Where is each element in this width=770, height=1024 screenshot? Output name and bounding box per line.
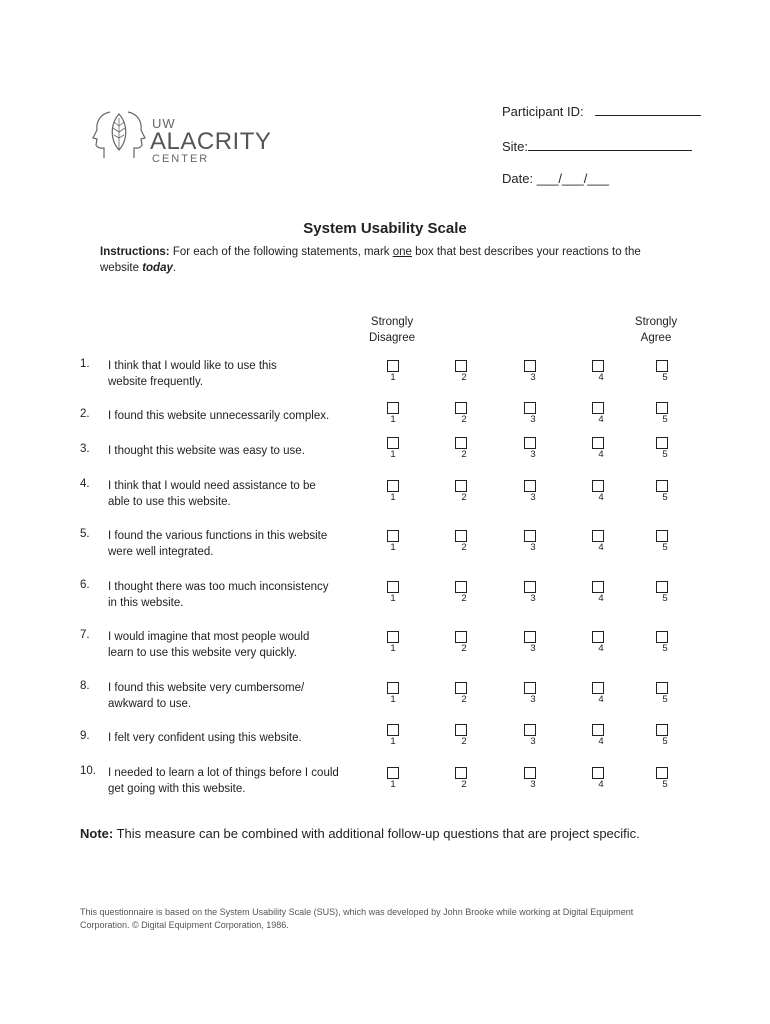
question-text-line1: I would imagine that most people would xyxy=(108,631,310,643)
logo xyxy=(90,108,272,165)
site-field[interactable] xyxy=(502,137,692,154)
rating-checkbox-3[interactable] xyxy=(524,724,536,736)
question-text xyxy=(108,765,348,797)
scale-right-line1: Strongly xyxy=(634,316,678,328)
rating-number: 3 xyxy=(530,694,536,705)
rating-number: 5 xyxy=(662,542,668,553)
rating-number: 5 xyxy=(662,643,668,654)
footer-citation xyxy=(80,906,660,932)
participant-id-blank[interactable] xyxy=(595,102,701,116)
rating-number: 2 xyxy=(461,694,467,705)
rating-checkbox-4[interactable] xyxy=(592,402,604,414)
scale-left-label xyxy=(352,314,432,346)
question-text xyxy=(108,730,348,746)
question-number: 3. xyxy=(80,443,90,455)
question-text-line1: I thought this website was easy to use. xyxy=(108,445,305,457)
rating-number: 1 xyxy=(390,643,396,654)
rating-number: 1 xyxy=(390,779,396,790)
instructions-emphasis: today xyxy=(142,262,173,274)
rating-checkbox-5[interactable] xyxy=(656,437,668,449)
scale-left-line2: Disagree xyxy=(368,332,416,344)
rating-number: 5 xyxy=(662,449,668,460)
question-text-line2: able to use this website. xyxy=(108,496,231,508)
question-text xyxy=(108,629,348,661)
question-row xyxy=(80,443,770,483)
instructions-end: . xyxy=(172,262,177,274)
rating-number: 4 xyxy=(598,492,604,503)
rating-checkbox-4[interactable] xyxy=(592,437,604,449)
rating-number: 2 xyxy=(461,736,467,747)
question-text xyxy=(108,680,348,712)
question-number: 2. xyxy=(80,408,90,420)
instructions xyxy=(100,244,680,276)
rating-number: 2 xyxy=(461,414,467,425)
rating-number: 3 xyxy=(530,736,536,747)
rating-number: 5 xyxy=(662,492,668,503)
question-text-line2: in this website. xyxy=(108,597,184,609)
footer-line1: This questionnaire is based on the System Usability Scale (SUS), which was developed by John Brooke while working at Digital Equipment xyxy=(80,907,634,917)
rating-checkbox-3[interactable] xyxy=(524,530,536,542)
rating-number: 3 xyxy=(530,492,536,503)
question-text xyxy=(108,478,348,510)
rating-number: 2 xyxy=(461,593,467,604)
rating-checkbox-1[interactable] xyxy=(387,360,399,372)
rating-number: 1 xyxy=(390,492,396,503)
rating-number: 1 xyxy=(390,414,396,425)
participant-id-label: Participant ID: xyxy=(502,104,584,119)
participant-id-field[interactable] xyxy=(502,102,701,119)
rating-number: 3 xyxy=(530,542,536,553)
question-text xyxy=(108,408,348,424)
rating-checkbox-5[interactable] xyxy=(656,767,668,779)
rating-checkbox-1[interactable] xyxy=(387,530,399,542)
question-row xyxy=(80,629,770,669)
rating-number: 5 xyxy=(662,372,668,383)
rating-checkbox-3[interactable] xyxy=(524,360,536,372)
rating-checkbox-3[interactable] xyxy=(524,682,536,694)
rating-checkbox-4[interactable] xyxy=(592,360,604,372)
rating-checkbox-4[interactable] xyxy=(592,631,604,643)
rating-checkbox-1[interactable] xyxy=(387,402,399,414)
rating-checkbox-5[interactable] xyxy=(656,682,668,694)
question-row xyxy=(80,765,770,805)
rating-number: 5 xyxy=(662,694,668,705)
rating-checkbox-4[interactable] xyxy=(592,682,604,694)
date-field[interactable] xyxy=(502,171,609,186)
question-text-line1: I think that I would like to use this xyxy=(108,360,277,372)
rating-number: 2 xyxy=(461,449,467,460)
rating-checkbox-3[interactable] xyxy=(524,402,536,414)
logo-uw-text: UW xyxy=(152,116,176,131)
question-text xyxy=(108,528,348,560)
rating-number: 4 xyxy=(598,372,604,383)
rating-number: 4 xyxy=(598,643,604,654)
rating-checkbox-3[interactable] xyxy=(524,767,536,779)
rating-checkbox-2[interactable] xyxy=(455,682,467,694)
rating-number: 2 xyxy=(461,779,467,790)
question-text xyxy=(108,579,348,611)
rating-number: 4 xyxy=(598,542,604,553)
rating-checkbox-4[interactable] xyxy=(592,480,604,492)
date-label: Date: xyxy=(502,171,534,186)
rating-checkbox-1[interactable] xyxy=(387,581,399,593)
rating-number: 4 xyxy=(598,449,604,460)
question-text-line2: get going with this website. xyxy=(108,783,246,795)
question-number: 9. xyxy=(80,730,90,742)
question-number: 5. xyxy=(80,528,90,540)
rating-number: 4 xyxy=(598,593,604,604)
question-number: 6. xyxy=(80,579,90,591)
rating-checkbox-5[interactable] xyxy=(656,631,668,643)
question-row xyxy=(80,579,770,619)
question-text-line1: I thought there was too much inconsistency xyxy=(108,581,329,593)
rating-checkbox-5[interactable] xyxy=(656,360,668,372)
scale-right-line2: Agree xyxy=(640,332,672,344)
rating-checkbox-4[interactable] xyxy=(592,767,604,779)
rating-number: 4 xyxy=(598,779,604,790)
logo-center-text: CENTER xyxy=(152,153,210,165)
rating-checkbox-2[interactable] xyxy=(455,767,467,779)
question-number: 1. xyxy=(80,358,90,370)
rating-checkbox-2[interactable] xyxy=(455,581,467,593)
rating-checkbox-2[interactable] xyxy=(455,480,467,492)
question-row xyxy=(80,478,770,518)
instructions-underlined: one xyxy=(392,246,412,258)
rating-number: 1 xyxy=(390,542,396,553)
question-text-line1: I found the various functions in this website xyxy=(108,530,328,542)
question-text-line1: I think that I would need assistance to be xyxy=(108,480,316,492)
rating-number: 5 xyxy=(662,736,668,747)
rating-number: 3 xyxy=(530,414,536,425)
rating-number: 2 xyxy=(461,542,467,553)
date-blank[interactable]: ___/___/___ xyxy=(536,171,609,186)
rating-number: 1 xyxy=(390,449,396,460)
scale-left-line1: Strongly xyxy=(370,316,414,328)
rating-checkbox-2[interactable] xyxy=(455,631,467,643)
question-text-line2: were well integrated. xyxy=(108,546,214,558)
scale-right-label xyxy=(616,314,696,346)
question-text-line2: website frequently. xyxy=(108,376,204,388)
rating-checkbox-4[interactable] xyxy=(592,530,604,542)
question-row xyxy=(80,730,770,770)
rating-checkbox-1[interactable] xyxy=(387,724,399,736)
rating-number: 3 xyxy=(530,593,536,604)
instructions-label: Instructions: xyxy=(100,246,170,258)
rating-checkbox-5[interactable] xyxy=(656,402,668,414)
rating-checkbox-2[interactable] xyxy=(455,724,467,736)
question-number: 7. xyxy=(80,629,90,641)
rating-number: 3 xyxy=(530,372,536,383)
rating-checkbox-5[interactable] xyxy=(656,724,668,736)
page-title: System Usability Scale xyxy=(303,220,467,237)
question-text-line1: I found this website very cumbersome/ xyxy=(108,682,305,694)
rating-number: 2 xyxy=(461,372,467,383)
site-blank[interactable] xyxy=(528,137,692,151)
rating-number: 4 xyxy=(598,414,604,425)
rating-checkbox-4[interactable] xyxy=(592,581,604,593)
question-text-line2: awkward to use. xyxy=(108,698,192,710)
rating-checkbox-3[interactable] xyxy=(524,480,536,492)
note-text: This measure can be combined with additional follow-up questions that are project specific. xyxy=(116,826,640,841)
question-number: 8. xyxy=(80,680,90,692)
rating-number: 5 xyxy=(662,779,668,790)
question-text-line1: I needed to learn a lot of things before I could xyxy=(108,767,339,779)
rating-checkbox-3[interactable] xyxy=(524,581,536,593)
rating-number: 4 xyxy=(598,736,604,747)
question-text-line1: I found this website unnecessarily complex. xyxy=(108,410,330,422)
rating-checkbox-5[interactable] xyxy=(656,530,668,542)
question-text-line2: learn to use this website very quickly. xyxy=(108,647,297,659)
rating-checkbox-2[interactable] xyxy=(455,530,467,542)
question-number: 4. xyxy=(80,478,90,490)
question-number: 10. xyxy=(80,765,96,777)
footer-line2: Corporation. © Digital Equipment Corporation, 1986. xyxy=(80,920,289,930)
rating-checkbox-5[interactable] xyxy=(656,480,668,492)
instructions-text-b: box that best describes your reactions to the website xyxy=(100,246,641,274)
question-row xyxy=(80,680,770,720)
rating-checkbox-1[interactable] xyxy=(387,767,399,779)
rating-number: 3 xyxy=(530,643,536,654)
instructions-text-a: For each of the following statements, mark xyxy=(172,246,390,258)
question-text xyxy=(108,358,348,390)
question-row xyxy=(80,358,770,398)
rating-checkbox-1[interactable] xyxy=(387,631,399,643)
rating-checkbox-3[interactable] xyxy=(524,631,536,643)
question-row xyxy=(80,528,770,568)
rating-number: 1 xyxy=(390,736,396,747)
logo-alacrity-text: ALACRITY xyxy=(150,128,272,155)
site-label: Site: xyxy=(502,139,529,154)
rating-checkbox-2[interactable] xyxy=(455,437,467,449)
note xyxy=(80,826,640,841)
rating-checkbox-1[interactable] xyxy=(387,480,399,492)
rating-number: 3 xyxy=(530,449,536,460)
rating-number: 5 xyxy=(662,414,668,425)
rating-number: 3 xyxy=(530,779,536,790)
rating-checkbox-5[interactable] xyxy=(656,581,668,593)
rating-number: 5 xyxy=(662,593,668,604)
rating-number: 1 xyxy=(390,372,396,383)
rating-checkbox-2[interactable] xyxy=(455,360,467,372)
rating-checkbox-2[interactable] xyxy=(455,402,467,414)
rating-number: 1 xyxy=(390,694,396,705)
two-faces-leaf-icon xyxy=(90,108,148,164)
rating-number: 2 xyxy=(461,492,467,503)
rating-checkbox-3[interactable] xyxy=(524,437,536,449)
question-text xyxy=(108,443,348,459)
rating-number: 2 xyxy=(461,643,467,654)
rating-number: 4 xyxy=(598,694,604,705)
rating-number: 1 xyxy=(390,593,396,604)
rating-checkbox-4[interactable] xyxy=(592,724,604,736)
question-text-line1: I felt very confident using this website. xyxy=(108,732,302,744)
rating-checkbox-1[interactable] xyxy=(387,682,399,694)
note-label: Note: xyxy=(80,826,114,841)
rating-checkbox-1[interactable] xyxy=(387,437,399,449)
